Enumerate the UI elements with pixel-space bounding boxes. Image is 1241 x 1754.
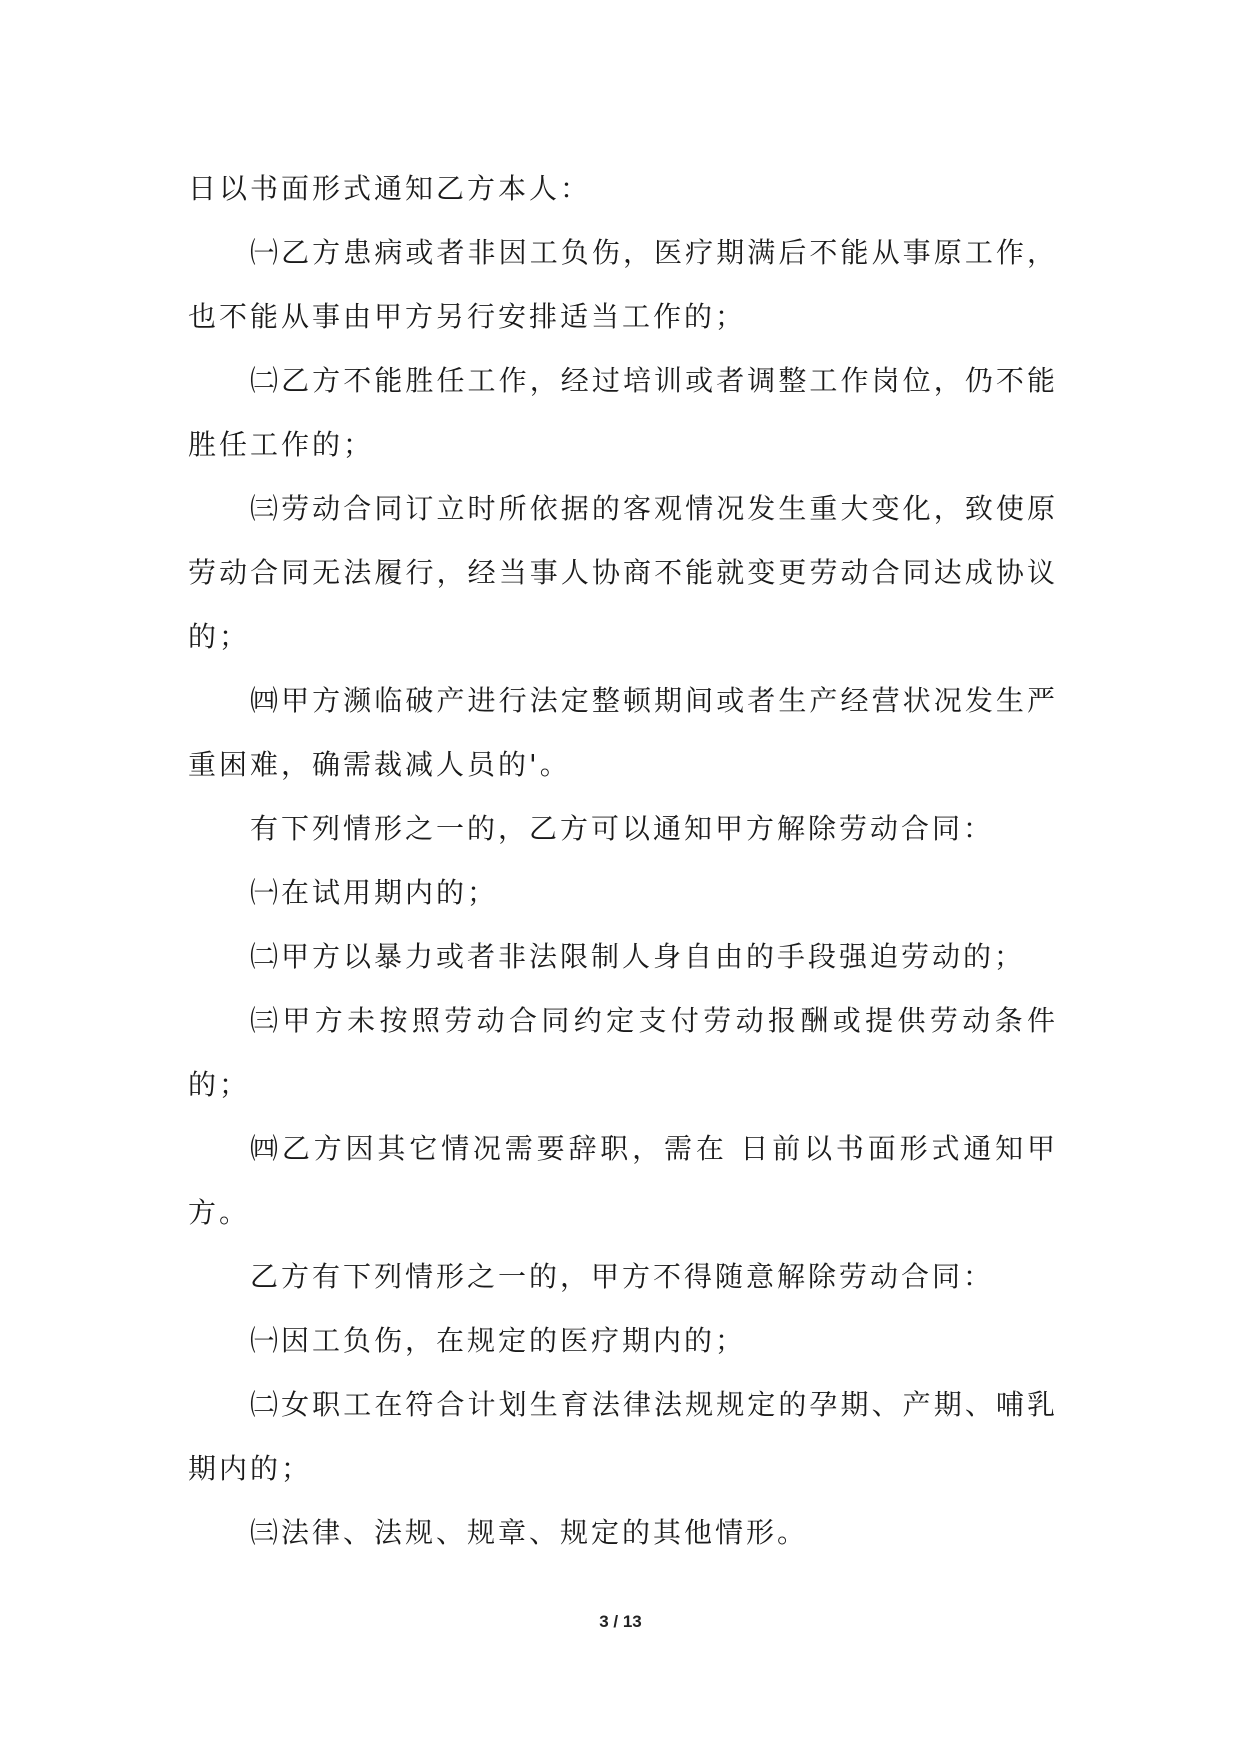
- paragraph: ㈡女职工在符合计划生育法律法规规定的孕期、产期、哺乳期内的；: [188, 1388, 1058, 1485]
- paragraph: ㈢劳动合同订立时所依据的客观情况发生重大变化，致使原劳动合同无法履行，经当事人协商不能就变更劳动合同达成协议的；: [188, 492, 1058, 653]
- paragraph: ㈠因工负伤，在规定的医疗期内的；: [250, 1324, 747, 1357]
- paragraph: ㈢法律、法规、规章、规定的其他情形。: [250, 1516, 809, 1549]
- paragraph: 乙方有下列情形之一的，甲方不得随意解除劳动合同：: [250, 1260, 995, 1293]
- paragraph: ㈡乙方不能胜任工作，经过培训或者调整工作岗位，仍不能胜任工作的；: [188, 364, 1058, 461]
- paragraph: 有下列情形之一的，乙方可以通知甲方解除劳动合同：: [250, 812, 995, 845]
- paragraph: ㈣甲方濒临破产进行法定整顿期间或者生产经营状况发生严重困难，确需裁减人员的'。: [188, 684, 1058, 781]
- paragraph: ㈢甲方未按照劳动合同约定支付劳动报酬或提供劳动条件的；: [188, 1004, 1058, 1101]
- paragraph: ㈣乙方因其它情况需要辞职，需在 日前以书面形式通知甲方。: [188, 1132, 1058, 1229]
- page-number: 3 / 13: [599, 1612, 642, 1631]
- paragraph: ㈠乙方患病或者非因工负伤，医疗期满后不能从事原工作，也不能从事由甲方另行安排适当工作的；: [188, 236, 1058, 333]
- paragraph: ㈠在试用期内的；: [250, 876, 499, 909]
- document-body: [188, 157, 1058, 1565]
- paragraph: 日以书面形式通知乙方本人：: [188, 172, 592, 205]
- paragraph: ㈡甲方以暴力或者非法限制人身自由的手段强迫劳动的；: [250, 940, 1026, 973]
